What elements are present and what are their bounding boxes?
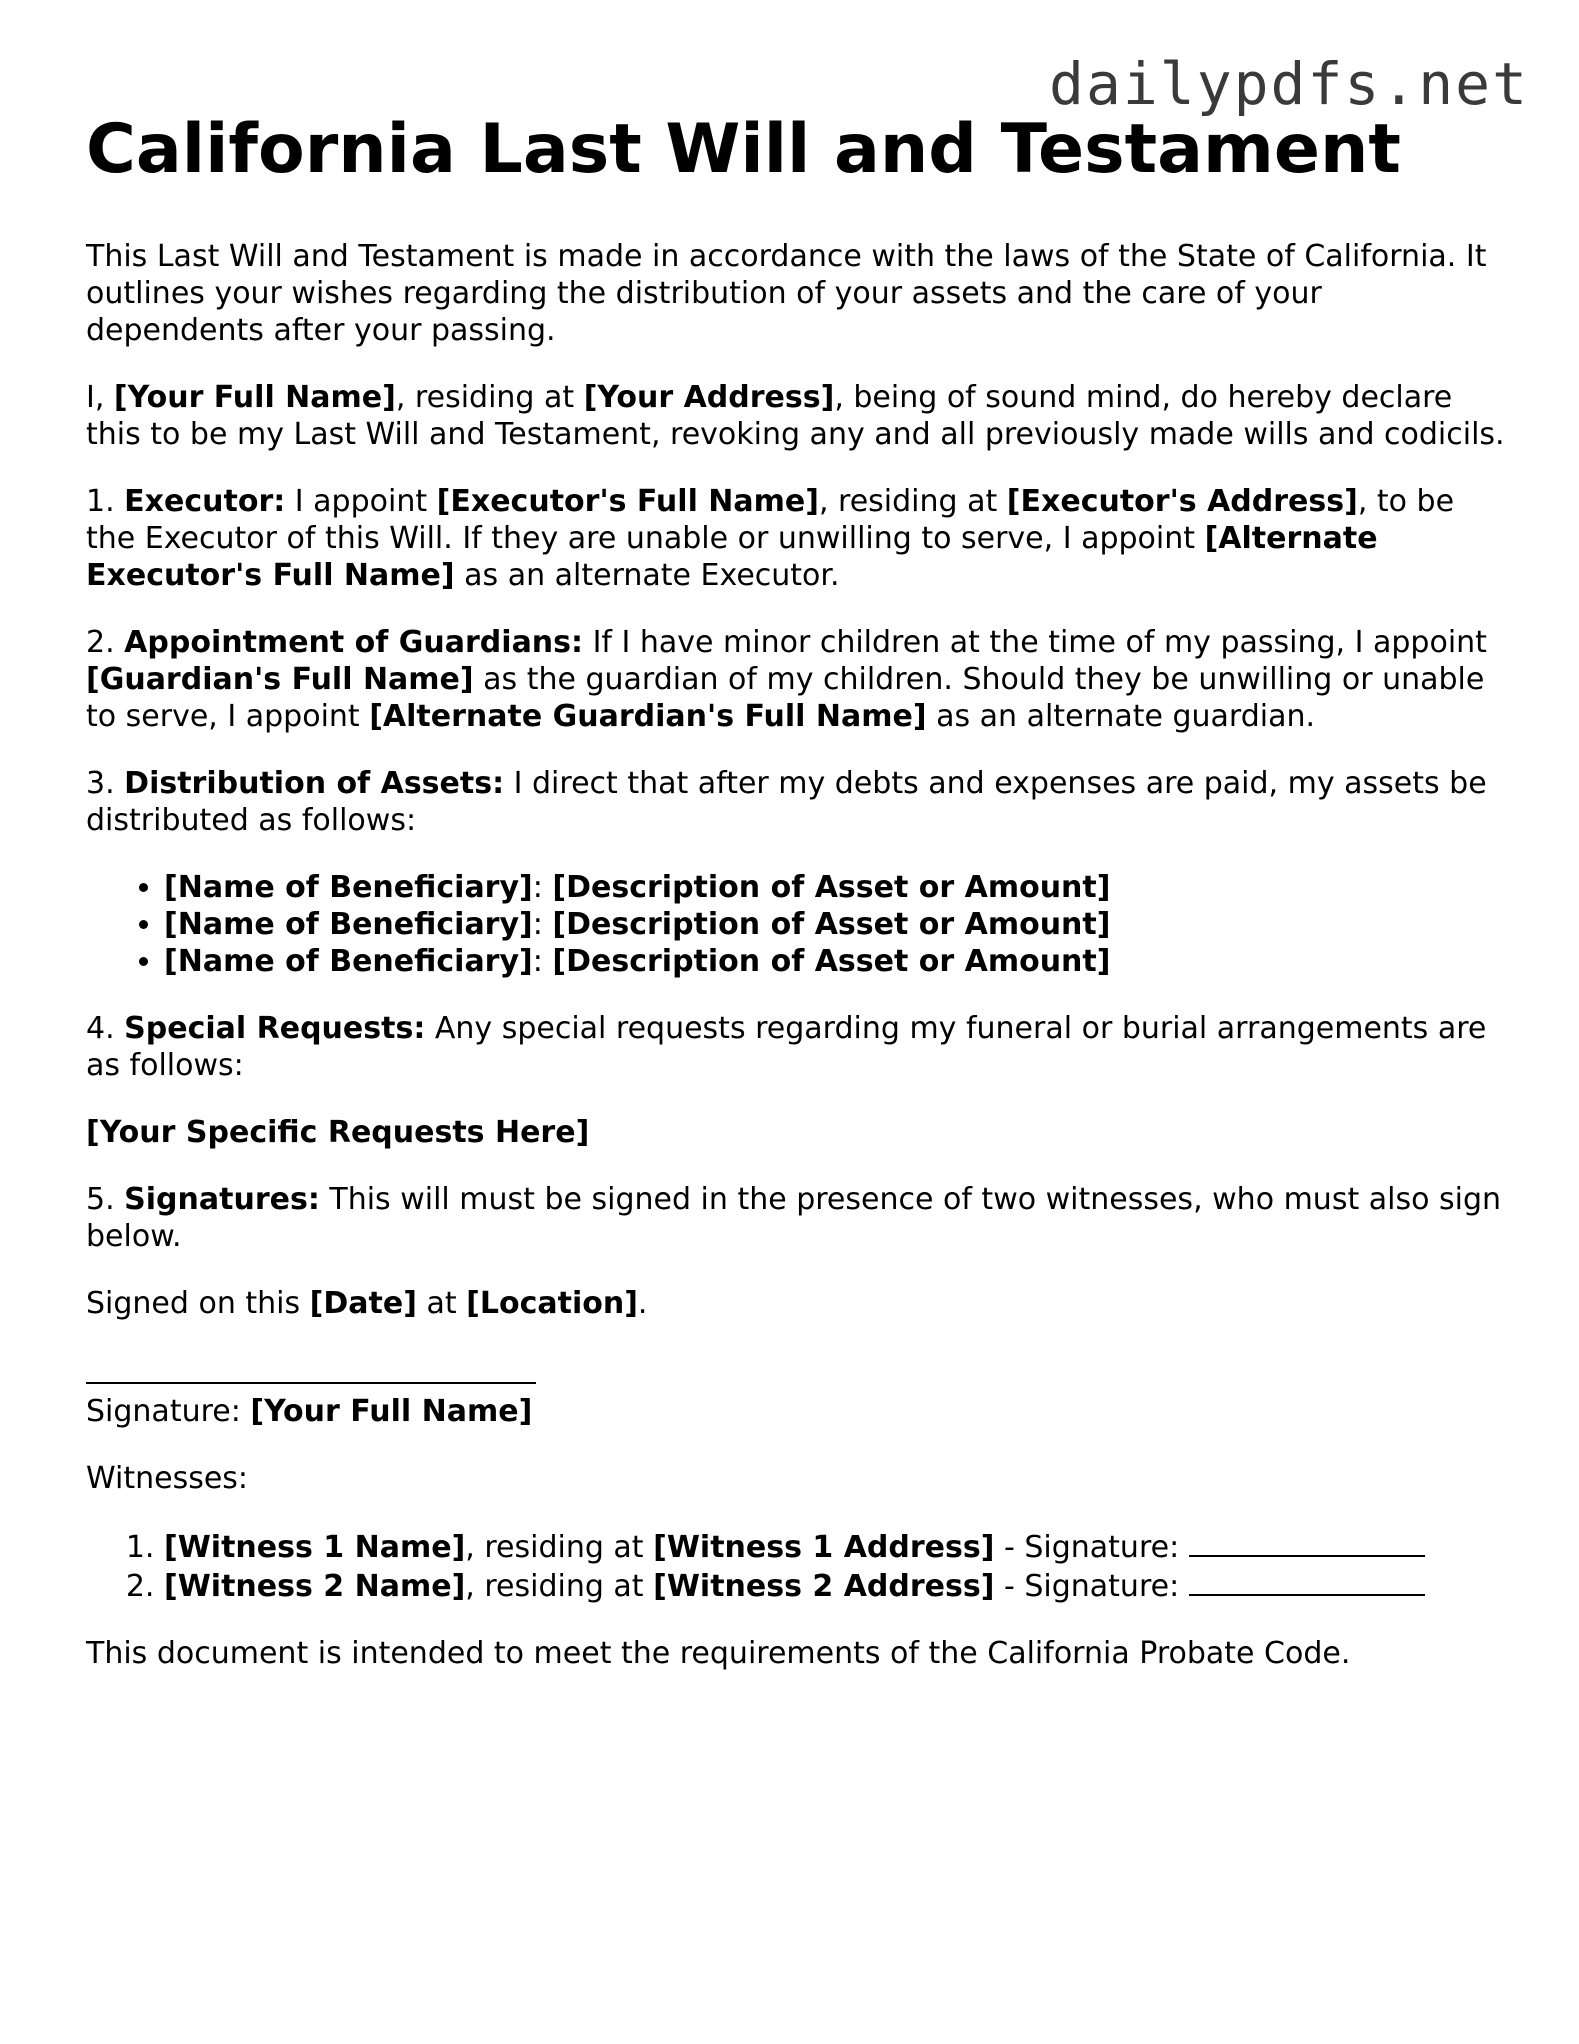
date-field: [Date] bbox=[309, 1286, 417, 1321]
signed-on-line: Signed on this [Date] at [Location]. bbox=[86, 1286, 648, 1321]
list-item: 1. [Witness 1 Name], residing at [Witness 1 Address] - Signature: bbox=[164, 1527, 1506, 1566]
assets-heading: Distribution of Assets: bbox=[124, 766, 505, 801]
location-field: [Location] bbox=[466, 1286, 638, 1321]
assets-section: 3. Distribution of Assets: I direct that after my debts and expenses are paid, my assets be distributed as follows: bbox=[86, 766, 1487, 838]
executor-heading: Executor: bbox=[124, 484, 286, 519]
guardian-name-field: [Guardian's Full Name] bbox=[86, 662, 474, 697]
signatures-heading: Signatures: bbox=[124, 1182, 320, 1217]
page-title: California Last Will and Testament bbox=[86, 110, 1401, 189]
beneficiary-field: [Name of Beneficiary] bbox=[164, 944, 533, 979]
asset-field: [Description of Asset or Amount] bbox=[552, 944, 1111, 979]
witness-name-field: [Witness 2 Name] bbox=[164, 1569, 466, 1604]
footer-note: This document is intended to meet the requirements of the California Probate Code. bbox=[86, 1636, 1351, 1671]
witness-list bbox=[86, 1527, 1506, 1605]
alternate-executor-field: [Alternate Executor's Full Name] bbox=[86, 521, 1378, 593]
guardians-heading: Appointment of Guardians: bbox=[124, 625, 584, 660]
executor-name-field: [Executor's Full Name] bbox=[436, 484, 819, 519]
testator-name-field: [Your Full Name] bbox=[113, 380, 396, 415]
alternate-guardian-field: [Alternate Guardian's Full Name] bbox=[369, 699, 927, 734]
witness-address-field: [Witness 1 Address] bbox=[653, 1530, 995, 1565]
special-requests-section: 4. Special Requests: Any special requests regarding my funeral or burial arrangements are as follows: bbox=[86, 1011, 1487, 1083]
executor-address-field: [Executor's Address] bbox=[1006, 484, 1358, 519]
asset-field: [Description of Asset or Amount] bbox=[552, 907, 1111, 942]
watermark: dailypdfs.net bbox=[1049, 50, 1529, 118]
executor-section: 1. Executor: I appoint [Executor's Full Name], residing at [Executor's Address], to be the Executor of this Will. If they are unable or unwilling to serve, I appoint [Alternate Executor's Full Name] as an alternate Executor. bbox=[86, 484, 1455, 593]
list-item: • [Name of Beneficiary]: [Description of Asset or Amount] bbox=[164, 906, 1506, 943]
witness-address-field: [Witness 2 Address] bbox=[653, 1569, 995, 1604]
signatures-section: 5. Signatures: This will must be signed in the presence of two witnesses, who must also sign below. bbox=[86, 1182, 1502, 1254]
special-requests-field: [Your Specific Requests Here] bbox=[86, 1115, 590, 1150]
signer-name-field: [Your Full Name] bbox=[250, 1394, 533, 1429]
guardians-section: 2. Appointment of Guardians: If I have minor children at the time of my passing, I appoint [Guardian's Full Name] as the guardian of my children. Should they be unwilling or unable to serve, I appoint [Alternate Guardian's Full Name] as an alternate guardian. bbox=[86, 625, 1487, 734]
declaration-paragraph: I, [Your Full Name], residing at [Your Address], being of sound mind, do hereby declare this to be my Last Will and Testament, revoking any and all previously made wills and codicils. bbox=[86, 380, 1505, 452]
intro-paragraph: This Last Will and Testament is made in accordance with the laws of the State of California. It outlines your wishes regarding the distribution of your assets and the care of your dependents after your passing. bbox=[86, 239, 1487, 348]
signature-line bbox=[86, 1352, 1506, 1393]
asset-field: [Description of Asset or Amount] bbox=[552, 870, 1111, 905]
list-item: • [Name of Beneficiary]: [Description of Asset or Amount] bbox=[164, 869, 1506, 906]
beneficiary-field: [Name of Beneficiary] bbox=[164, 870, 533, 905]
signature-rule bbox=[86, 1352, 536, 1384]
signature-label: Signature: [Your Full Name] bbox=[86, 1394, 533, 1429]
document-page bbox=[86, 108, 1506, 1702]
beneficiary-field: [Name of Beneficiary] bbox=[164, 907, 533, 942]
witness-signature-rule bbox=[1189, 1566, 1425, 1596]
witnesses-label: Witnesses: bbox=[86, 1461, 249, 1496]
list-item: 2. [Witness 2 Name], residing at [Witness 2 Address] - Signature: bbox=[164, 1566, 1506, 1605]
testator-address-field: [Your Address] bbox=[583, 380, 835, 415]
special-requests-heading: Special Requests: bbox=[124, 1011, 426, 1046]
list-item: • [Name of Beneficiary]: [Description of Asset or Amount] bbox=[164, 943, 1506, 980]
witness-signature-rule bbox=[1189, 1527, 1425, 1557]
beneficiary-list bbox=[86, 869, 1506, 980]
witness-name-field: [Witness 1 Name] bbox=[164, 1530, 466, 1565]
